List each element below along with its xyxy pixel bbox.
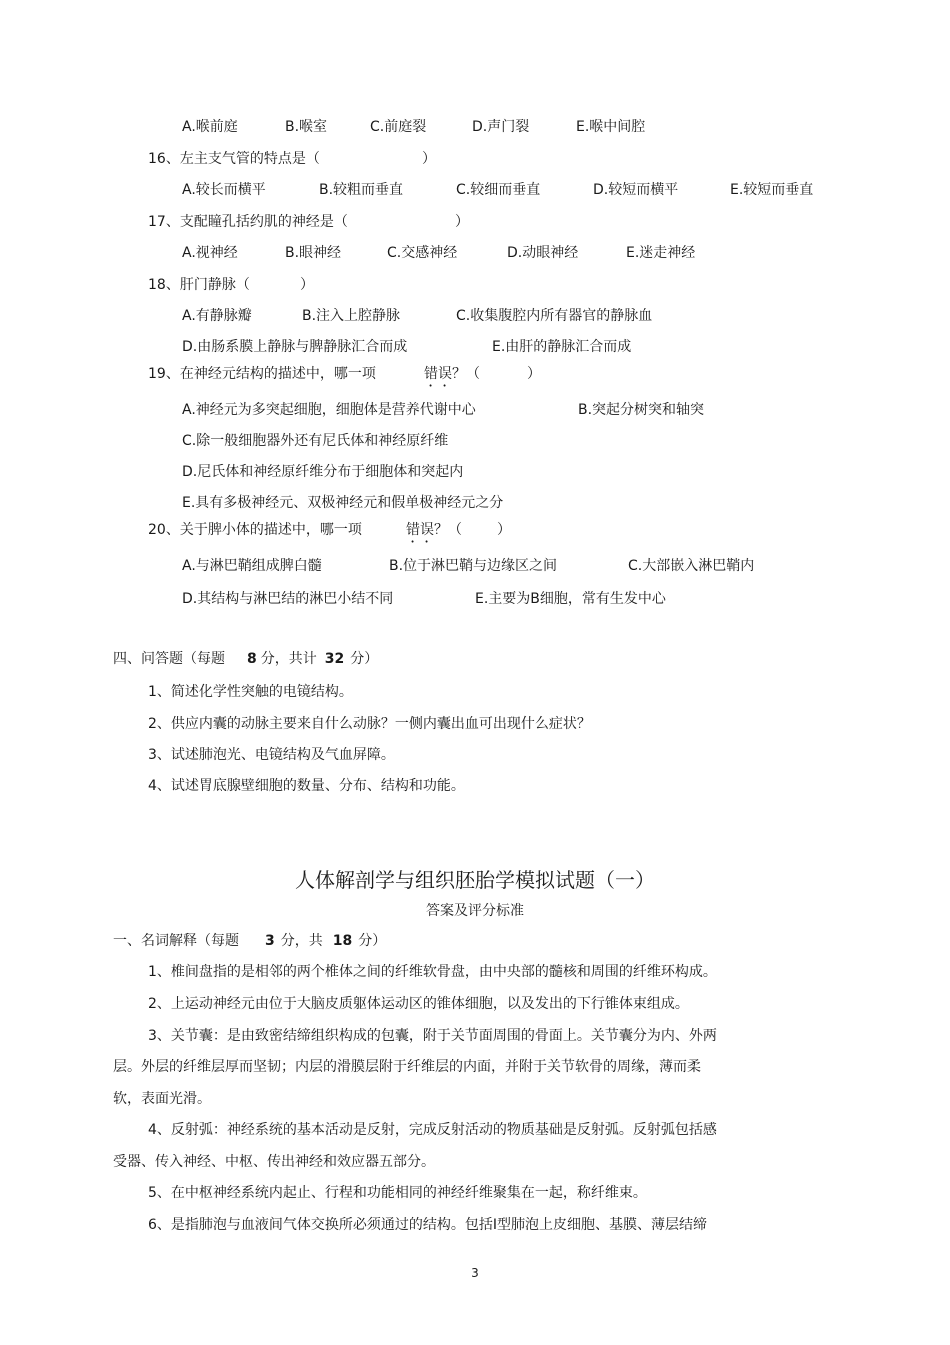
- question-20-close: ）: [497, 522, 511, 538]
- section-4-item-2: 2、供应内囊的动脉主要来自什么动脉？一侧内囊出血可出现什么症状？: [148, 716, 591, 732]
- q19-option-a: A.神经元为多突起细胞，细胞体是营养代谢中心: [182, 402, 476, 418]
- q16-option-c: C.较细而垂直: [456, 182, 541, 198]
- section-4-item-1: 1、简述化学性突触的电镜结构。: [148, 684, 353, 700]
- answer-subtitle: 答案及评分标准: [426, 903, 524, 919]
- q15-option-a: A.喉前庭: [182, 119, 238, 135]
- question-17-stem: 17、支配瞳孔括约肌的神经是（: [148, 214, 348, 230]
- question-16-close: ）: [422, 151, 436, 167]
- q15-option-d: D.声门裂: [472, 119, 530, 135]
- page-number: 3: [471, 1266, 479, 1280]
- q17-option-e: E.迷走神经: [626, 245, 696, 261]
- q16-option-a: A.较长而横平: [182, 182, 266, 198]
- question-17-close: ）: [455, 214, 469, 230]
- q16-option-d: D.较短而横平: [593, 182, 679, 198]
- q16-option-e: E.较短而垂直: [730, 182, 814, 198]
- q16-option-b: B.较粗而垂直: [319, 182, 404, 198]
- q18-option-d: D.由肠系膜上静脉与脾静脉汇合而成: [182, 339, 408, 355]
- answer-3-line-3: 软，表面光滑。: [113, 1091, 211, 1107]
- section-4-item-4: 4、试述胃底腺壁细胞的数量、分布、结构和功能。: [148, 778, 465, 794]
- q15-option-c: C.前庭裂: [370, 119, 427, 135]
- q19-option-c: C.除一般细胞器外还有尼氏体和神经原纤维: [182, 433, 449, 449]
- q18-option-b: B.注入上腔静脉: [302, 308, 401, 324]
- q17-option-c: C.交感神经: [387, 245, 458, 261]
- section-4-item-3: 3、试述肺泡光、电镜结构及气血屏障。: [148, 747, 395, 763]
- q20-option-b: B.位于淋巴鞘与边缘区之间: [389, 558, 558, 574]
- question-20-stem: 20、关于脾小体的描述中，哪一项: [148, 522, 362, 538]
- q19-option-d: D.尼氏体和神经原纤维分布于细胞体和突起内: [182, 464, 464, 480]
- answer-4-line-2: 受器、传入神经、中枢、传出神经和效应器五部分。: [113, 1154, 435, 1170]
- q20-option-c: C.大部嵌入淋巴鞘内: [628, 558, 755, 574]
- question-19-close: ）: [527, 366, 541, 382]
- q19-option-b: B.突起分树突和轴突: [578, 402, 705, 418]
- answer-3-line-1: 3、关节囊：是由致密结缔组织构成的包囊，附于关节面周围的骨面上。关节囊分为内、外两: [148, 1028, 717, 1044]
- answer-2: 2、上运动神经元由位于大脑皮质躯体运动区的锥体细胞，以及发出的下行锥体束组成。: [148, 996, 689, 1012]
- section-4-heading: 四、问答题（每题 8 分，共计 32 分）: [113, 651, 379, 667]
- answer-6: 6、是指肺泡与血液间气体交换所必须通过的结构。包括Ⅰ型肺泡上皮细胞、基膜、薄层结缔: [148, 1217, 708, 1233]
- answer-section-1-heading: 一、名词解释（每题 3 分，共 18 分）: [113, 933, 387, 949]
- q20-option-a: A.与淋巴鞘组成脾白髓: [182, 558, 322, 574]
- q18-option-a: A.有静脉瓣: [182, 308, 252, 324]
- question-20-emphasis: 错误？（: [406, 522, 462, 538]
- answer-1: 1、椎间盘指的是相邻的两个椎体之间的纤维软骨盘，由中央部的髓核和周围的纤维环构成。: [148, 964, 717, 980]
- answer-5: 5、在中枢神经系统内起止、行程和功能相同的神经纤维聚集在一起，称纤维束。: [148, 1185, 647, 1201]
- q19-option-e: E.具有多极神经元、双极神经元和假单极神经元之分: [182, 495, 504, 511]
- question-18-stem: 18、肝门静脉（: [148, 277, 250, 293]
- q17-option-b: B.眼神经: [285, 245, 342, 261]
- q20-option-e: E.主要为B细胞，常有生发中心: [475, 591, 666, 607]
- question-18-close: ）: [300, 277, 314, 293]
- question-16-stem: 16、左主支气管的特点是（: [148, 151, 320, 167]
- question-19-stem: 19、在神经元结构的描述中，哪一项: [148, 366, 376, 382]
- answer-4-line-1: 4、反射弧：神经系统的基本活动是反射，完成反射活动的物质基础是反射弧。反射弧包括感: [148, 1122, 717, 1138]
- q15-option-e: E.喉中间腔: [576, 119, 646, 135]
- q17-option-d: D.动眼神经: [507, 245, 579, 261]
- answer-3-line-2: 层。外层的纤维层厚而坚韧；内层的滑膜层附于纤维层的内面，并附于关节软骨的周缘，薄而柔: [113, 1059, 701, 1075]
- question-19-emphasis: 错误？（: [424, 366, 480, 382]
- q17-option-a: A.视神经: [182, 245, 238, 261]
- answer-title: 人体解剖学与组织胚胎学模拟试题（一）: [295, 868, 655, 892]
- q20-option-d: D.其结构与淋巴结的淋巴小结不同: [182, 591, 394, 607]
- q15-option-b: B.喉室: [285, 119, 328, 135]
- q18-option-c: C.收集腹腔内所有器官的静脉血: [456, 308, 653, 324]
- q18-option-e: E.由肝的静脉汇合而成: [492, 339, 632, 355]
